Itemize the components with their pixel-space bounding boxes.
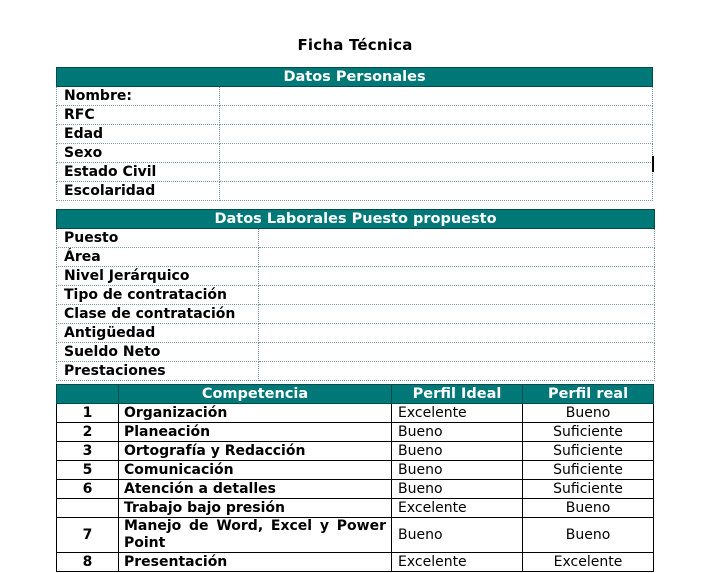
field-value[interactable] [220,144,653,163]
table-row [57,553,654,572]
cell-competencia: Comunicación [119,461,392,480]
table-row [57,442,654,461]
header-competencia: Competencia [119,385,392,404]
cell-ideal: Bueno [392,461,523,480]
field-value[interactable] [259,267,655,286]
cell-num: 2 [57,423,119,442]
cell-competencia: Ortografía y Redacción [119,442,392,461]
table-row [57,248,655,267]
cell-num: 6 [57,480,119,499]
cell-competencia: Planeación [119,423,392,442]
table-row [57,362,655,381]
table-row [57,518,654,553]
field-value[interactable] [259,305,655,324]
table-row [57,343,655,362]
field-value[interactable] [220,106,653,125]
table-row [57,144,653,163]
field-label: Nivel Jerárquico [57,267,259,286]
field-value[interactable] [220,182,653,201]
field-value[interactable] [220,125,653,144]
competencias-table [56,384,654,572]
header-num [57,385,119,404]
header-perfil-real: Perfil real [523,385,654,404]
cell-ideal: Excelente [392,499,523,518]
field-label: Sexo [57,144,220,163]
table-row [57,480,654,499]
cell-real: Suficiente [523,480,654,499]
cell-real: Suficiente [523,442,654,461]
datos-laborales-table [56,209,655,381]
field-value[interactable] [220,163,653,182]
field-label: Nombre: [57,87,220,106]
table-row [57,182,653,201]
table-row [57,404,654,423]
cell-num [57,499,119,518]
cell-real: Suficiente [523,423,654,442]
datos-laborales-header: Datos Laborales Puesto propuesto [57,210,655,229]
table-row [57,267,655,286]
cell-ideal: Bueno [392,442,523,461]
cell-competencia: Atención a detalles [119,480,392,499]
table-row [57,423,654,442]
field-label: Sueldo Neto [57,343,259,362]
cell-num: 3 [57,442,119,461]
field-value[interactable] [259,248,655,267]
cell-real: Excelente [523,553,654,572]
cell-competencia: Trabajo bajo presión [119,499,392,518]
table-row [57,305,655,324]
cell-num: 7 [57,518,119,553]
table-row [57,286,655,305]
cell-real: Bueno [523,499,654,518]
page-title: Ficha Técnica [297,36,413,54]
cell-ideal: Bueno [392,423,523,442]
table-row [57,125,653,144]
cell-competencia: Manejo de Word, Excel y Power Point [119,518,392,553]
table-row [57,106,653,125]
field-label: Edad [57,125,220,144]
field-value[interactable] [259,324,655,343]
header-perfil-ideal: Perfil Ideal [392,385,523,404]
field-value[interactable] [259,229,655,248]
field-label: Antigüedad [57,324,259,343]
field-label: Clase de contratación [57,305,259,324]
table-header-row [57,385,654,404]
cell-ideal: Excelente [392,553,523,572]
text-cursor [652,156,654,172]
table-header-row [57,210,655,229]
field-label: Puesto [57,229,259,248]
field-label: RFC [57,106,220,125]
field-value[interactable] [259,343,655,362]
table-row [57,499,654,518]
field-label: Área [57,248,259,267]
datos-personales-header: Datos Personales [57,68,653,87]
table-row [57,461,654,480]
table-row [57,163,653,182]
cell-real: Suficiente [523,461,654,480]
datos-personales-table [56,67,653,201]
cell-competencia: Presentación [119,553,392,572]
field-label: Tipo de contratación [57,286,259,305]
field-value[interactable] [259,286,655,305]
cell-ideal: Bueno [392,480,523,499]
field-value[interactable] [259,362,655,381]
table-row [57,87,653,106]
field-value[interactable] [220,87,653,106]
table-row [57,229,655,248]
cell-num: 5 [57,461,119,480]
cell-num: 8 [57,553,119,572]
cell-competencia: Organización [119,404,392,423]
cell-ideal: Bueno [392,518,523,553]
cell-num: 1 [57,404,119,423]
cell-ideal: Excelente [392,404,523,423]
cell-real: Bueno [523,404,654,423]
field-label: Prestaciones [57,362,259,381]
field-label: Estado Civil [57,163,220,182]
table-row [57,324,655,343]
cell-real: Bueno [523,518,654,553]
table-header-row [57,68,653,87]
field-label: Escolaridad [57,182,220,201]
